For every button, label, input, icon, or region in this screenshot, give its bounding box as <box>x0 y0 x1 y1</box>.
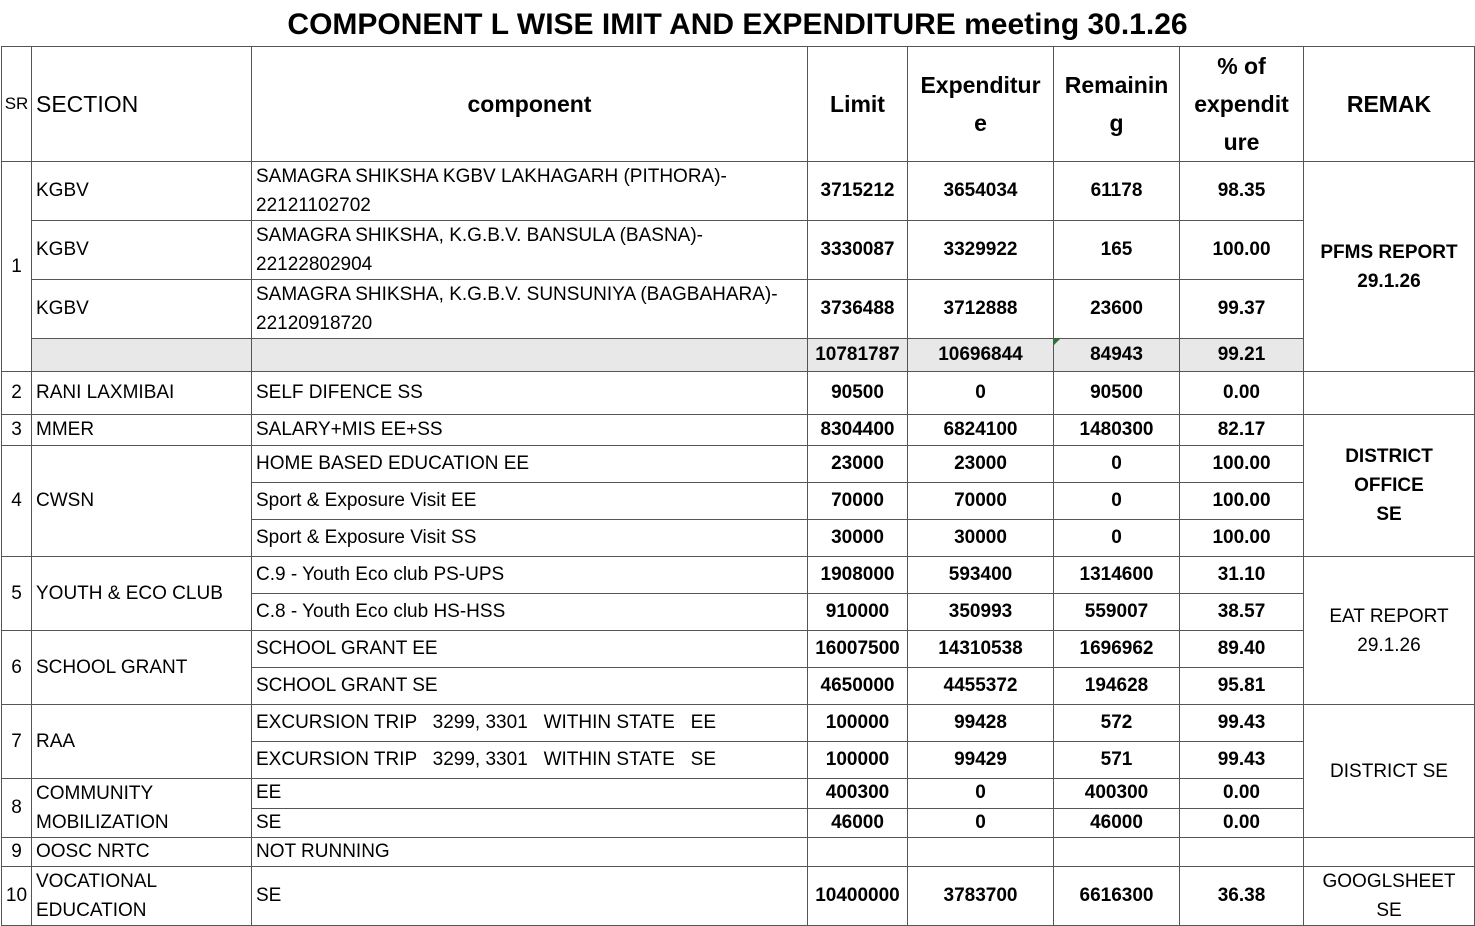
cell-section[interactable]: YOUTH & ECO CLUB <box>32 557 252 631</box>
cell-remaining[interactable]: 165 <box>1054 221 1180 280</box>
cell-section[interactable]: COMMUNITY MOBILIZATION <box>32 779 252 838</box>
cell-section[interactable]: RAA <box>32 705 252 779</box>
header-percent[interactable]: % of expendit ure <box>1180 47 1304 162</box>
cell-percent[interactable]: 100.00 <box>1180 483 1304 520</box>
header-limit[interactable]: Limit <box>808 47 908 162</box>
expenditure-table <box>1 46 1475 926</box>
cell-remark-eat[interactable]: EAT REPORT 29.1.26 <box>1304 557 1475 705</box>
cell-remaining[interactable]: 0 <box>1054 446 1180 483</box>
cell-component[interactable]: SELF DIFENCE SS <box>252 372 808 415</box>
cell-limit[interactable]: 46000 <box>808 808 908 838</box>
cell-remaining[interactable]: 84943 <box>1054 339 1180 372</box>
cell-expenditure[interactable]: 3329922 <box>908 221 1054 280</box>
cell-remaining[interactable]: 559007 <box>1054 594 1180 631</box>
table-row <box>2 779 1475 809</box>
cell-limit[interactable]: 10400000 <box>808 867 908 926</box>
cell-section[interactable]: RANI LAXMIBAI <box>32 372 252 415</box>
cell-limit[interactable]: 23000 <box>808 446 908 483</box>
cell-limit[interactable]: 10781787 <box>808 339 908 372</box>
cell-component[interactable]: NOT RUNNING <box>252 838 808 867</box>
cell-remaining[interactable]: 571 <box>1054 742 1180 779</box>
cell-remaining[interactable]: 0 <box>1054 483 1180 520</box>
cell-sr[interactable]: 6 <box>2 631 32 705</box>
cell-remark-pfms[interactable]: PFMS REPORT 29.1.26 <box>1304 162 1475 372</box>
cell-component[interactable]: C.8 - Youth Eco club HS-HSS <box>252 594 808 631</box>
cell-percent[interactable]: 38.57 <box>1180 594 1304 631</box>
cell-expenditure[interactable] <box>908 838 1054 867</box>
cell-section[interactable] <box>32 339 252 372</box>
cell-percent[interactable]: 0.00 <box>1180 808 1304 838</box>
cell-expenditure[interactable]: 23000 <box>908 446 1054 483</box>
cell-component[interactable]: C.9 - Youth Eco club PS-UPS <box>252 557 808 594</box>
cell-limit[interactable] <box>808 838 908 867</box>
cell-remark-googlsheet[interactable]: GOOGLSHEET SE <box>1304 867 1475 926</box>
cell-sr[interactable]: 4 <box>2 446 32 557</box>
cell-percent[interactable]: 99.43 <box>1180 705 1304 742</box>
header-remark[interactable]: REMAK <box>1304 47 1475 162</box>
cell-percent[interactable]: 99.21 <box>1180 339 1304 372</box>
cell-sr[interactable]: 9 <box>2 838 32 867</box>
cell-percent[interactable]: 31.10 <box>1180 557 1304 594</box>
cell-section[interactable]: KGBV <box>32 221 252 280</box>
cell-component[interactable]: Sport & Exposure Visit EE <box>252 483 808 520</box>
cell-expenditure[interactable]: 99429 <box>908 742 1054 779</box>
cell-remaining[interactable]: 1696962 <box>1054 631 1180 668</box>
cell-limit[interactable]: 910000 <box>808 594 908 631</box>
cell-limit[interactable]: 8304400 <box>808 415 908 446</box>
cell-limit[interactable]: 4650000 <box>808 668 908 705</box>
cell-remaining[interactable]: 1480300 <box>1054 415 1180 446</box>
cell-expenditure[interactable]: 593400 <box>908 557 1054 594</box>
cell-component[interactable]: Sport & Exposure Visit SS <box>252 520 808 557</box>
cell-percent[interactable]: 36.38 <box>1180 867 1304 926</box>
cell-component[interactable]: SAMAGRA SHIKSHA, K.G.B.V. BANSULA (BASNA)- 22122802904 <box>252 221 808 280</box>
table-row <box>2 372 1475 415</box>
cell-component[interactable]: SCHOOL GRANT EE <box>252 631 808 668</box>
total-row <box>2 339 1475 372</box>
cell-expenditure[interactable]: 3654034 <box>908 162 1054 221</box>
cell-percent[interactable]: 100.00 <box>1180 520 1304 557</box>
cell-component[interactable]: SCHOOL GRANT SE <box>252 668 808 705</box>
cell-section[interactable]: CWSN <box>32 446 252 557</box>
cell-remaining[interactable]: 46000 <box>1054 808 1180 838</box>
cell-percent[interactable]: 0.00 <box>1180 779 1304 809</box>
cell-limit[interactable]: 16007500 <box>808 631 908 668</box>
cell-expenditure[interactable]: 4455372 <box>908 668 1054 705</box>
cell-sr[interactable]: 3 <box>2 415 32 446</box>
cell-remaining[interactable]: 23600 <box>1054 280 1180 339</box>
cell-remaining[interactable]: 572 <box>1054 705 1180 742</box>
cell-percent[interactable]: 99.37 <box>1180 280 1304 339</box>
cell-component[interactable]: EXCURSION TRIP 3299, 3301 WITHIN STATE EE <box>252 705 808 742</box>
cell-percent[interactable]: 82.17 <box>1180 415 1304 446</box>
cell-expenditure[interactable]: 350993 <box>908 594 1054 631</box>
cell-section[interactable]: SCHOOL GRANT <box>32 631 252 705</box>
cell-section[interactable]: OOSC NRTC <box>32 838 252 867</box>
cell-component[interactable]: SAMAGRA SHIKSHA, K.G.B.V. SUNSUNIYA (BAGBAHARA)- 22120918720 <box>252 280 808 339</box>
header-section[interactable]: SECTION <box>32 47 252 162</box>
table-row <box>2 280 1475 339</box>
cell-percent[interactable]: 100.00 <box>1180 446 1304 483</box>
cell-limit[interactable]: 90500 <box>808 372 908 415</box>
cell-component[interactable]: SAMAGRA SHIKSHA KGBV LAKHAGARH (PITHORA)- 22121102702 <box>252 162 808 221</box>
cell-limit[interactable]: 1908000 <box>808 557 908 594</box>
cell-limit[interactable]: 30000 <box>808 520 908 557</box>
header-component[interactable]: component <box>252 47 808 162</box>
cell-expenditure[interactable]: 3783700 <box>908 867 1054 926</box>
table-row <box>2 446 1475 483</box>
table-row <box>2 557 1475 594</box>
cell-remaining[interactable]: 61178 <box>1054 162 1180 221</box>
header-expenditure[interactable]: Expenditur e <box>908 47 1054 162</box>
cell-remark-district-office[interactable]: DISTRICT OFFICE SE <box>1304 415 1475 557</box>
table-row <box>2 705 1475 742</box>
table-row <box>2 415 1475 446</box>
cell-expenditure[interactable]: 0 <box>908 808 1054 838</box>
cell-sr[interactable]: 1 <box>2 162 32 372</box>
cell-remaining[interactable]: 194628 <box>1054 668 1180 705</box>
cell-remark-district-se[interactable]: DISTRICT SE <box>1304 705 1475 838</box>
cell-limit[interactable]: 3736488 <box>808 280 908 339</box>
cell-remaining[interactable] <box>1054 838 1180 867</box>
cell-limit[interactable]: 400300 <box>808 779 908 809</box>
cell-sr[interactable]: 7 <box>2 705 32 779</box>
cell-limit[interactable]: 100000 <box>808 742 908 779</box>
cell-sr[interactable]: 2 <box>2 372 32 415</box>
cell-sr[interactable]: 5 <box>2 557 32 631</box>
cell-remaining[interactable]: 1314600 <box>1054 557 1180 594</box>
cell-expenditure[interactable]: 70000 <box>908 483 1054 520</box>
cell-remaining[interactable]: 6616300 <box>1054 867 1180 926</box>
cell-limit[interactable]: 100000 <box>808 705 908 742</box>
cell-limit[interactable]: 3715212 <box>808 162 908 221</box>
cell-percent[interactable]: 0.00 <box>1180 372 1304 415</box>
cell-percent[interactable]: 99.43 <box>1180 742 1304 779</box>
cell-component[interactable]: SE <box>252 867 808 926</box>
cell-remaining[interactable]: 90500 <box>1054 372 1180 415</box>
cell-component[interactable]: EXCURSION TRIP 3299, 3301 WITHIN STATE SE <box>252 742 808 779</box>
cell-remark[interactable] <box>1304 372 1475 415</box>
table-row <box>2 162 1475 221</box>
cell-expenditure[interactable]: 0 <box>908 779 1054 809</box>
cell-sr[interactable]: 8 <box>2 779 32 838</box>
cell-limit[interactable]: 3330087 <box>808 221 908 280</box>
cell-percent[interactable]: 98.35 <box>1180 162 1304 221</box>
cell-component[interactable]: EE <box>252 779 808 809</box>
cell-percent[interactable] <box>1180 838 1304 867</box>
cell-expenditure[interactable]: 0 <box>908 372 1054 415</box>
cell-component[interactable]: HOME BASED EDUCATION EE <box>252 446 808 483</box>
cell-remaining[interactable]: 0 <box>1054 520 1180 557</box>
table-row <box>2 631 1475 668</box>
cell-sr[interactable]: 10 <box>2 867 32 926</box>
cell-section[interactable]: MMER <box>32 415 252 446</box>
cell-section[interactable]: VOCATIONAL EDUCATION <box>32 867 252 926</box>
sheet-title: COMPONENT L WISE IMIT AND EXPENDITURE meeting 30.1.26 <box>287 8 1188 41</box>
cell-section[interactable]: KGBV <box>32 280 252 339</box>
cell-component[interactable] <box>252 339 808 372</box>
cell-expenditure[interactable]: 10696844 <box>908 339 1054 372</box>
header-sr[interactable]: SR <box>2 47 32 162</box>
cell-component[interactable]: SALARY+MIS EE+SS <box>252 415 808 446</box>
cell-expenditure[interactable]: 14310538 <box>908 631 1054 668</box>
cell-expenditure[interactable]: 3712888 <box>908 280 1054 339</box>
cell-remark[interactable] <box>1304 838 1475 867</box>
cell-expenditure[interactable]: 99428 <box>908 705 1054 742</box>
cell-remaining[interactable]: 400300 <box>1054 779 1180 809</box>
cell-component[interactable]: SE <box>252 808 808 838</box>
table-row <box>2 838 1475 867</box>
header-remaining[interactable]: Remainin g <box>1054 47 1180 162</box>
table-row <box>2 221 1475 280</box>
cell-percent[interactable]: 89.40 <box>1180 631 1304 668</box>
cell-percent[interactable]: 95.81 <box>1180 668 1304 705</box>
header-row <box>2 47 1475 162</box>
cell-percent[interactable]: 100.00 <box>1180 221 1304 280</box>
cell-expenditure[interactable]: 30000 <box>908 520 1054 557</box>
cell-section[interactable]: KGBV <box>32 162 252 221</box>
cell-limit[interactable]: 70000 <box>808 483 908 520</box>
cell-expenditure[interactable]: 6824100 <box>908 415 1054 446</box>
